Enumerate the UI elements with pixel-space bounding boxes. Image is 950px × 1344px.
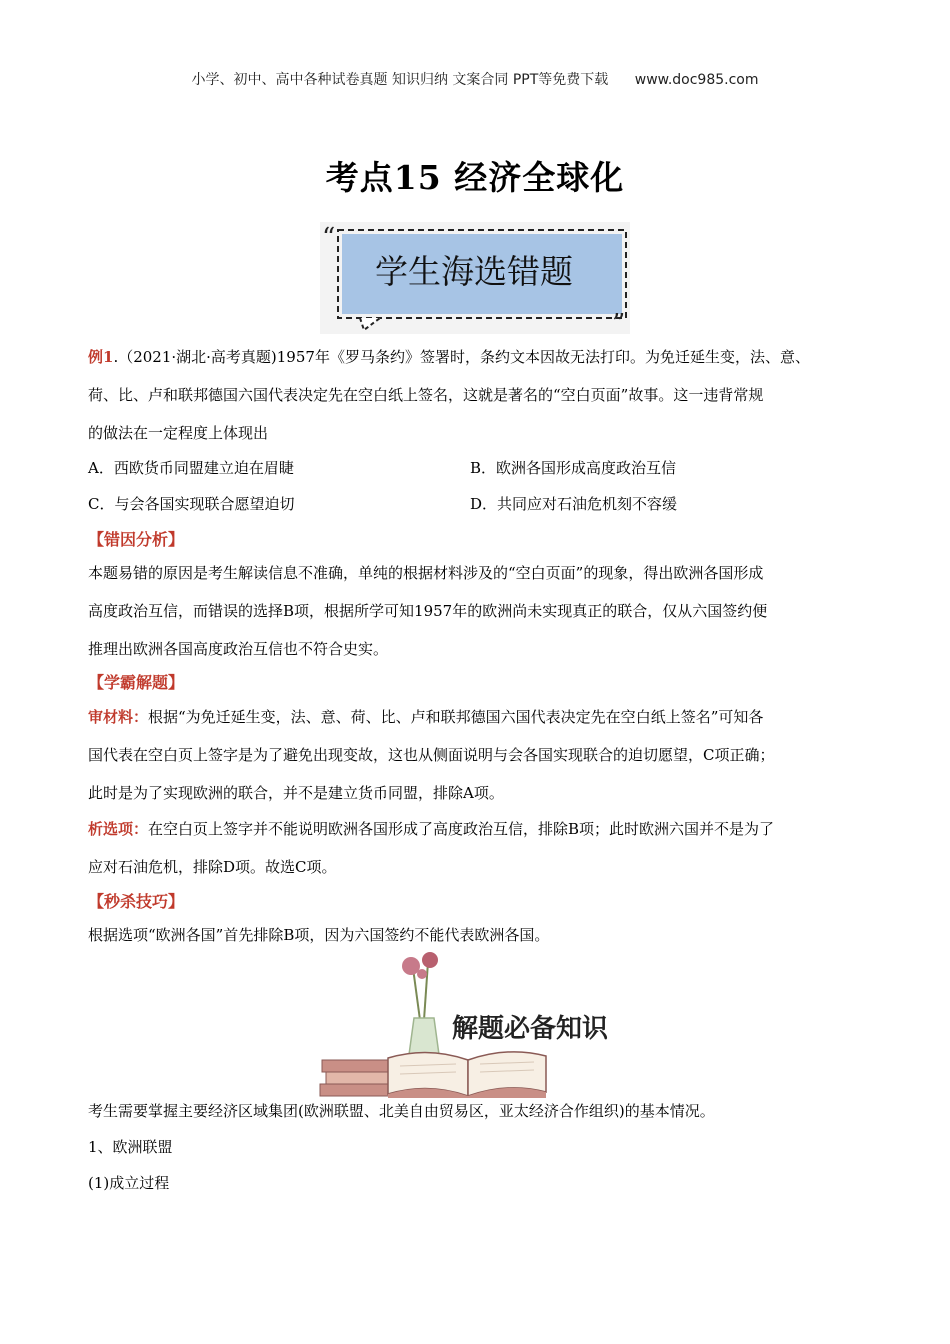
example-line-3: 的做法在一定程度上体现出: [88, 424, 269, 442]
banner-title: 学生海选错题: [375, 252, 573, 291]
error-analysis-heading: 【错因分析】: [88, 530, 185, 549]
knowledge-intro: 考生需要掌握主要经济区域集团(欧洲联盟、北美自由贸易区，亚太经济合作组织)的基本情况。: [88, 1102, 715, 1120]
error-line-2: 高度政治互信，而错误的选择B项，根据所学可知1957年的欧洲尚未实现真正的联合，仅从六国签约便: [88, 602, 768, 620]
knowledge-item-1-sub: (1)成立过程: [88, 1174, 170, 1192]
example-text-1: .（2021·湖北·高考真题)1957年《罗马条约》签署时，条约文本因故无法打印。为免迁延生变，法、意、: [113, 348, 810, 366]
error-line-1: 本题易错的原因是考生解读信息不准确，单纯的根据材料涉及的“空白页面”的现象，得出欧洲各国形成: [88, 564, 764, 582]
page-title: 考点15 经济全球化: [325, 158, 625, 197]
option-analysis-label: 析选项：: [88, 820, 149, 838]
material-line-2: 国代表在空白页上签字是为了避免出现变故，这也从侧面说明与会各国实现联合的迫切愿望，C项正确；: [88, 746, 775, 764]
knowledge-heading: 解题必备知识: [452, 1014, 609, 1044]
option-a: A．西欧货币同盟建立迫在眉睫: [88, 459, 294, 477]
option-analysis-text-1: 在空白页上签字并不能说明欧洲各国形成了高度政治互信，排除B项；此时欧洲六国并不是为了: [148, 820, 775, 838]
solution-heading: 【学霸解题】: [88, 673, 185, 692]
trick-line: 根据选项“欧洲各国”首先排除B项，因为六国签约不能代表欧洲各国。: [88, 926, 550, 944]
example-label: 例1: [88, 348, 114, 366]
material-line-3: 此时是为了实现欧洲的联合，并不是建立货币同盟，排除A项。: [88, 784, 504, 802]
material-line-1: [88, 706, 763, 727]
banner-open-quote: “: [322, 223, 336, 253]
header-text: 小学、初中、高中各种试卷真题 知识归纳 文案合同 PPT等免费下载: [191, 72, 609, 88]
banner-close-quote: ”: [612, 309, 626, 334]
error-line-3: 推理出欧洲各国高度政治互信也不符合史实。: [88, 640, 389, 658]
material-text-1: 根据“为免迁延生变，法、意、荷、比、卢和联邦德国六国代表决定先在空白纸上签名”可知各: [148, 708, 764, 726]
knowledge-item-1: 1、欧洲联盟: [88, 1138, 173, 1156]
option-c: C．与会各国实现联合愿望迫切: [88, 495, 295, 513]
trick-heading: 【秒杀技巧】: [88, 892, 185, 911]
example-line-1: [88, 346, 810, 367]
option-analysis-line-1: [88, 818, 774, 839]
material-label: 审材料：: [88, 708, 149, 726]
example-line-2: 荷、比、卢和联邦德国六国代表决定先在空白纸上签名，这就是著名的“空白页面”故事。这一违背常规: [88, 386, 764, 404]
option-d: D．共同应对石油危机刻不容缓: [470, 495, 678, 513]
option-b: B．欧洲各国形成高度政治互信: [470, 459, 677, 477]
header-site[interactable]: www.doc985.com: [634, 72, 759, 88]
page-header: [0, 69, 950, 89]
option-analysis-line-2: 应对石油危机，排除D项。故选C项。: [88, 858, 337, 876]
